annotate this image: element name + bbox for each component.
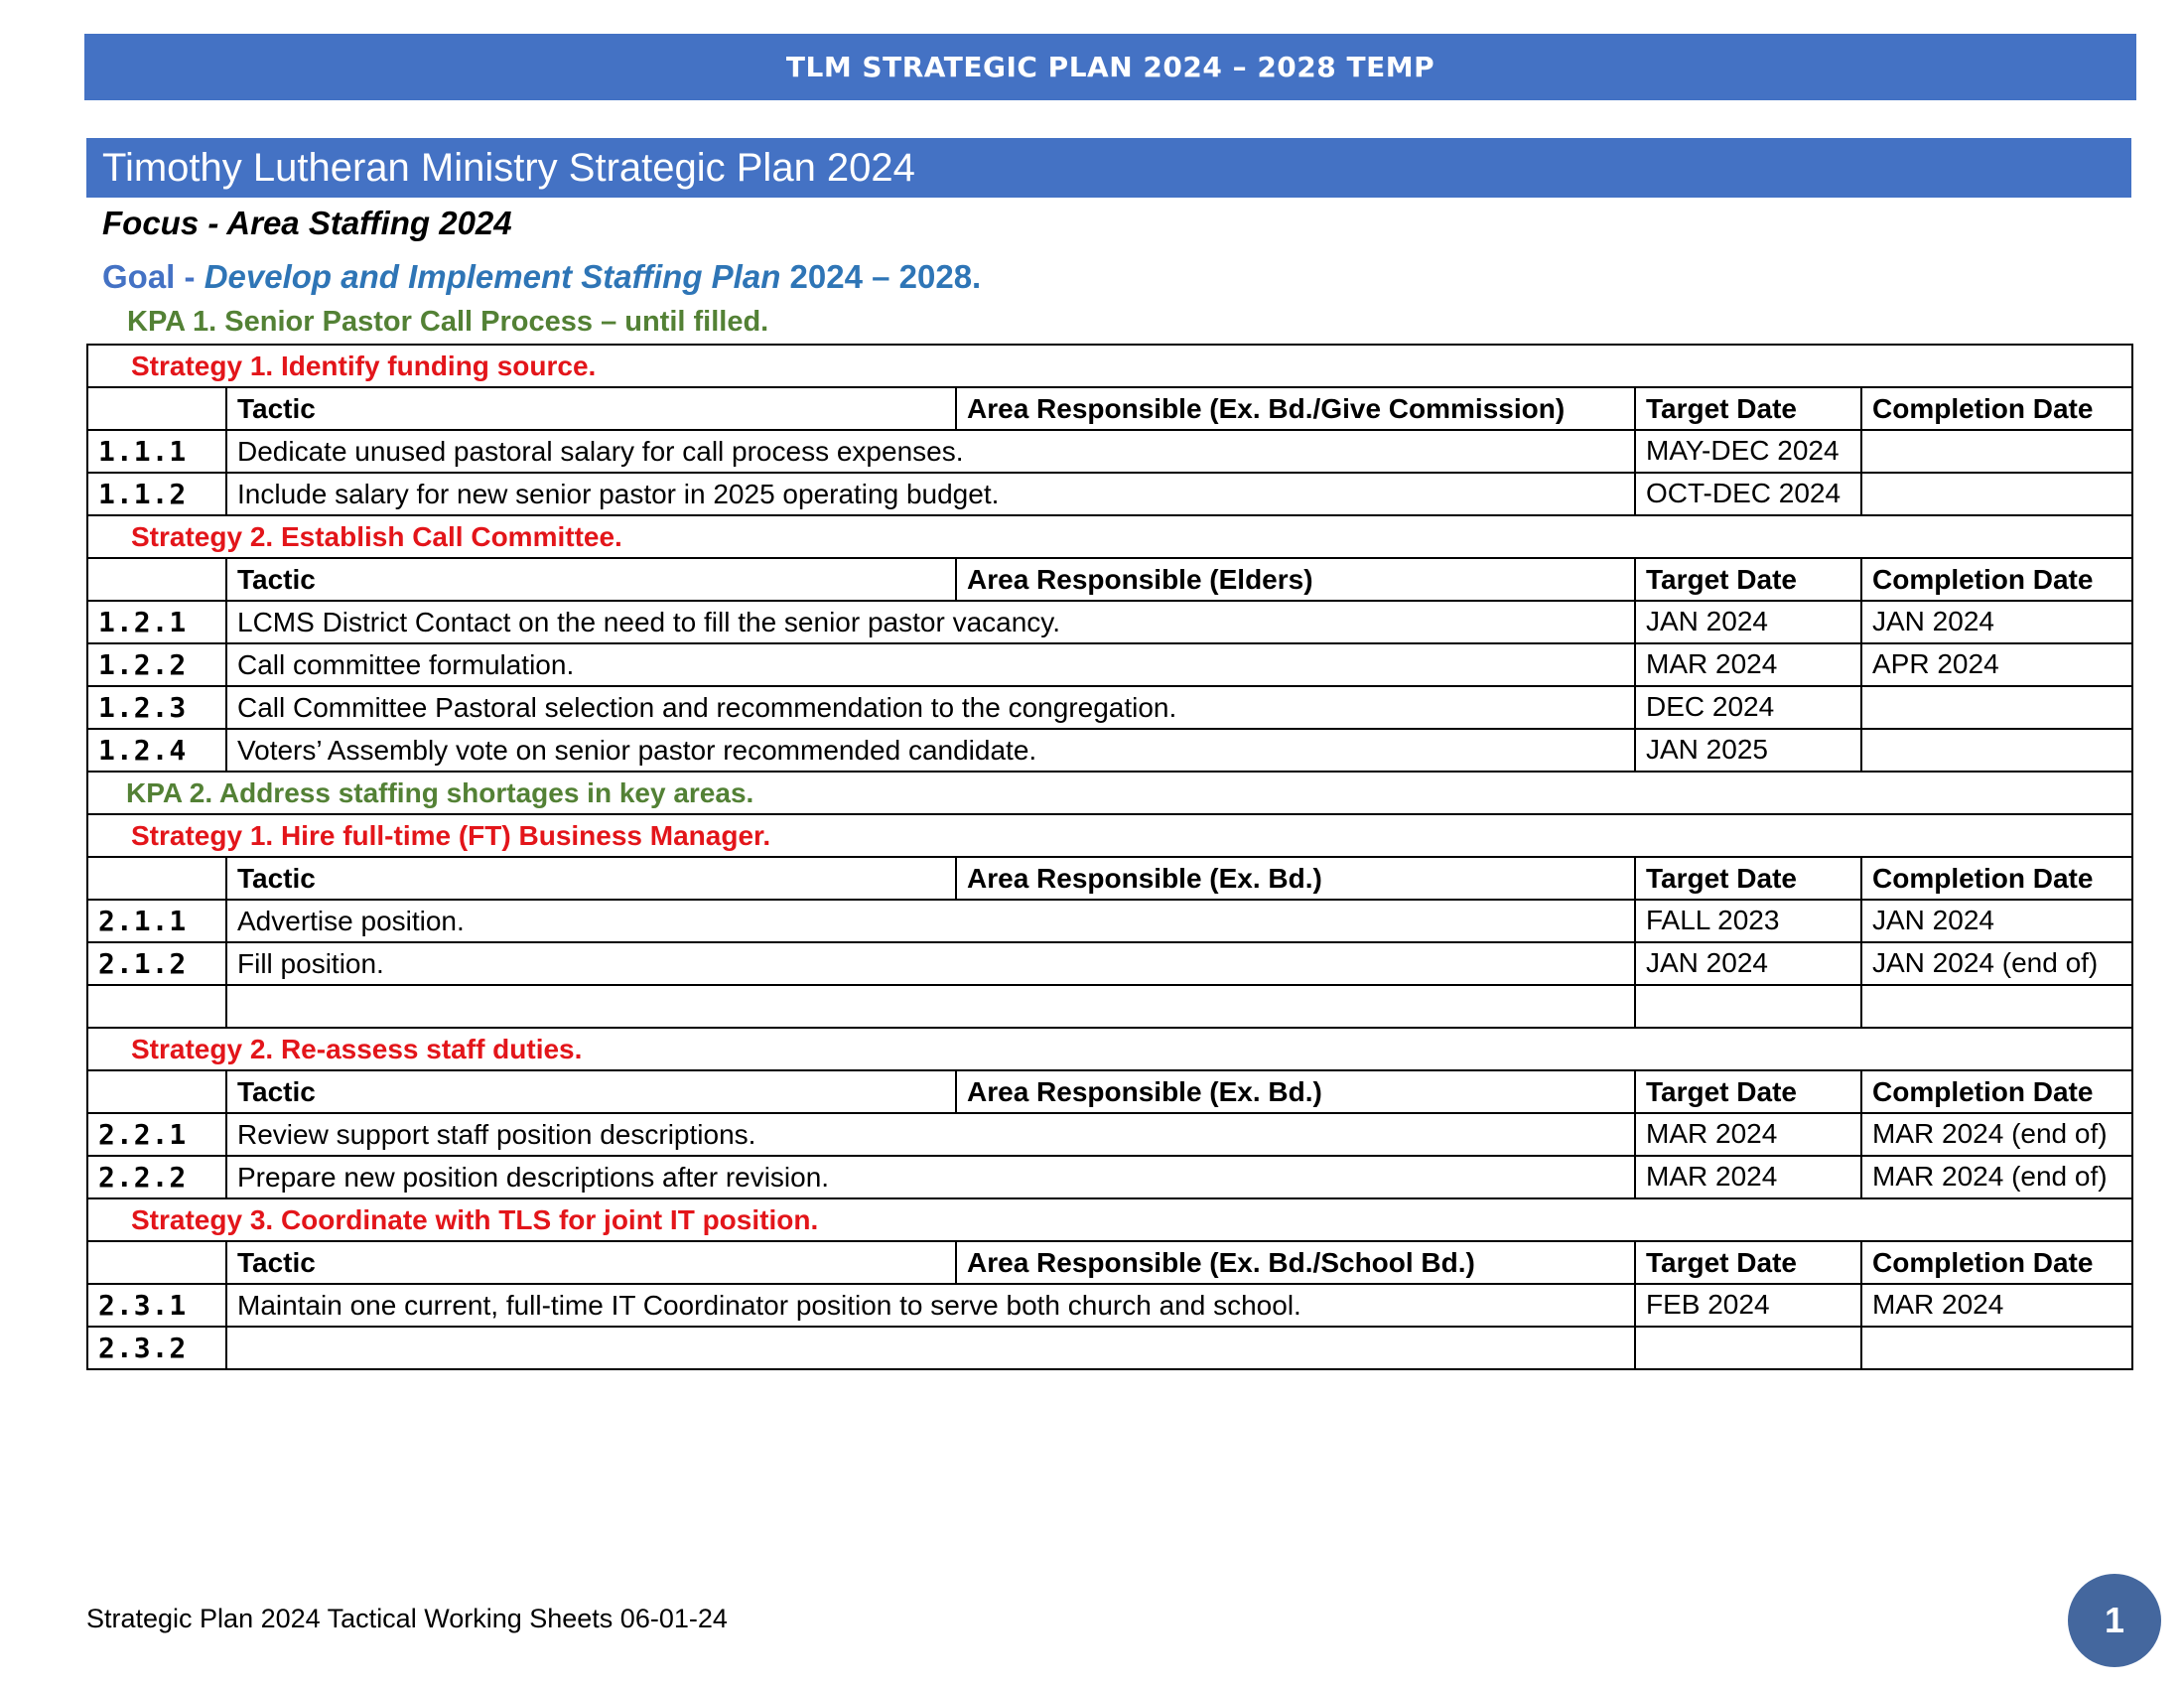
- tactic-text: Voters’ Assembly vote on senior pastor recommended candidate.: [226, 729, 1635, 772]
- plan-title: Timothy Lutheran Ministry Strategic Plan 2024: [86, 138, 2131, 198]
- completion-date: MAR 2024: [1861, 1284, 2132, 1327]
- tactic-number: 2.1.1: [87, 900, 226, 942]
- completion-date: [1861, 729, 2132, 772]
- table-row: [87, 430, 2132, 473]
- strategy-title: Strategy 1. Hire full-time (FT) Business Manager.: [87, 814, 2132, 857]
- tactic-header: Tactic: [226, 558, 956, 601]
- table-row: [87, 601, 2132, 643]
- table-row: [87, 1327, 2132, 1369]
- target-date: JAN 2024: [1635, 942, 1861, 985]
- tactic-text: Advertise position.: [226, 900, 1635, 942]
- strategy-title: Strategy 2. Establish Call Committee.: [87, 515, 2132, 558]
- strategy-row: [87, 515, 2132, 558]
- goal-heading: [102, 258, 981, 296]
- tactic-header: Tactic: [226, 1241, 956, 1284]
- target-date: MAR 2024: [1635, 1156, 1861, 1198]
- tactic-number: 1.2.2: [87, 643, 226, 686]
- header-row: [87, 1241, 2132, 1284]
- completion-header: Completion Date: [1861, 1241, 2132, 1284]
- tactic-number: 1.2.1: [87, 601, 226, 643]
- area-header: Area Responsible (Ex. Bd.): [956, 857, 1635, 900]
- target-date: MAR 2024: [1635, 643, 1861, 686]
- tactic-number: 2.3.2: [87, 1327, 226, 1369]
- target-date: DEC 2024: [1635, 686, 1861, 729]
- target-header: Target Date: [1635, 387, 1861, 430]
- area-header: Area Responsible (Elders): [956, 558, 1635, 601]
- area-header: Area Responsible (Ex. Bd.): [956, 1070, 1635, 1113]
- table-row: [87, 686, 2132, 729]
- tactic-number: 1.2.4: [87, 729, 226, 772]
- goal-text: Develop and Implement Staffing Plan: [204, 258, 781, 295]
- strategy-row: [87, 1028, 2132, 1070]
- tactic-text: Call Committee Pastoral selection and recommendation to the congregation.: [226, 686, 1635, 729]
- target-date: MAR 2024: [1635, 1113, 1861, 1156]
- strategy-title: Strategy 1. Identify funding source.: [87, 345, 2132, 387]
- tactic-text: Review support staff position descriptions.: [226, 1113, 1635, 1156]
- tactic-number: 2.3.1: [87, 1284, 226, 1327]
- tactic-text: Call committee formulation.: [226, 643, 1635, 686]
- completion-date: JAN 2024: [1861, 900, 2132, 942]
- table-row: [87, 473, 2132, 515]
- kpa-2-heading: KPA 2. Address staffing shortages in key areas.: [87, 772, 2132, 814]
- target-date: [1635, 1327, 1861, 1369]
- header-row: [87, 1070, 2132, 1113]
- completion-header: Completion Date: [1861, 558, 2132, 601]
- table-row: [87, 729, 2132, 772]
- kpa-1-heading: KPA 1. Senior Pastor Call Process – until filled.: [127, 306, 769, 338]
- document-banner: TLM STRATEGIC PLAN 2024 – 2028 TEMP: [84, 34, 2136, 100]
- table-row: [87, 643, 2132, 686]
- strategy-row: [87, 1198, 2132, 1241]
- strategy-title: Strategy 3. Coordinate with TLS for joint IT position.: [87, 1198, 2132, 1241]
- tactic-text: Maintain one current, full-time IT Coordinator position to serve both church and school.: [226, 1284, 1635, 1327]
- tactic-text: LCMS District Contact on the need to fill the senior pastor vacancy.: [226, 601, 1635, 643]
- tactic-header: Tactic: [226, 1070, 956, 1113]
- target-header: Target Date: [1635, 857, 1861, 900]
- header-row: [87, 558, 2132, 601]
- target-header: Target Date: [1635, 1070, 1861, 1113]
- page-number-badge: 1: [2068, 1574, 2161, 1667]
- completion-date: APR 2024: [1861, 643, 2132, 686]
- completion-date: JAN 2024: [1861, 601, 2132, 643]
- tactic-number: 2.2.1: [87, 1113, 226, 1156]
- completion-date: [1861, 686, 2132, 729]
- completion-date: [1861, 473, 2132, 515]
- tactic-number: 1.2.3: [87, 686, 226, 729]
- page-footer: Strategic Plan 2024 Tactical Working Sheets 06-01-24: [86, 1604, 728, 1633]
- target-date: JAN 2025: [1635, 729, 1861, 772]
- table-row: [87, 900, 2132, 942]
- target-date: OCT-DEC 2024: [1635, 473, 1861, 515]
- header-row: [87, 857, 2132, 900]
- area-header: Area Responsible (Ex. Bd./School Bd.): [956, 1241, 1635, 1284]
- goal-years: 2024 – 2028.: [780, 258, 982, 295]
- area-header: Area Responsible (Ex. Bd./Give Commission): [956, 387, 1635, 430]
- kpa-row: [87, 772, 2132, 814]
- strategy-row: [87, 345, 2132, 387]
- completion-header: Completion Date: [1861, 387, 2132, 430]
- target-date: FEB 2024: [1635, 1284, 1861, 1327]
- target-date: JAN 2024: [1635, 601, 1861, 643]
- tactic-number: 2.1.2: [87, 942, 226, 985]
- target-date: FALL 2023: [1635, 900, 1861, 942]
- table-row: [87, 1156, 2132, 1198]
- tactic-number: 1.1.2: [87, 473, 226, 515]
- tactic-number: 1.1.1: [87, 430, 226, 473]
- tactic-text: Dedicate unused pastoral salary for call process expenses.: [226, 430, 1635, 473]
- target-header: Target Date: [1635, 1241, 1861, 1284]
- completion-header: Completion Date: [1861, 1070, 2132, 1113]
- target-header: Target Date: [1635, 558, 1861, 601]
- tactic-header: Tactic: [226, 857, 956, 900]
- completion-date: [1861, 430, 2132, 473]
- tactic-header: Tactic: [226, 387, 956, 430]
- completion-date: JAN 2024 (end of): [1861, 942, 2132, 985]
- goal-label: Goal -: [102, 258, 205, 295]
- strategy-title: Strategy 2. Re-assess staff duties.: [87, 1028, 2132, 1070]
- table-row: [87, 942, 2132, 985]
- header-row: [87, 387, 2132, 430]
- completion-date: [1861, 1327, 2132, 1369]
- completion-date: MAR 2024 (end of): [1861, 1113, 2132, 1156]
- tactic-text: Include salary for new senior pastor in 2025 operating budget.: [226, 473, 1635, 515]
- table-row: [87, 1113, 2132, 1156]
- completion-header: Completion Date: [1861, 857, 2132, 900]
- completion-date: MAR 2024 (end of): [1861, 1156, 2132, 1198]
- table-row: [87, 1284, 2132, 1327]
- tactic-text: Fill position.: [226, 942, 1635, 985]
- tactic-text: [226, 1327, 1635, 1369]
- tactic-number: 2.2.2: [87, 1156, 226, 1198]
- focus-heading: Focus - Area Staffing 2024: [102, 205, 512, 241]
- tactic-text: Prepare new position descriptions after revision.: [226, 1156, 1635, 1198]
- strategic-plan-table: [86, 344, 2133, 1370]
- target-date: MAY-DEC 2024: [1635, 430, 1861, 473]
- strategy-row: [87, 814, 2132, 857]
- empty-row: [87, 985, 2132, 1028]
